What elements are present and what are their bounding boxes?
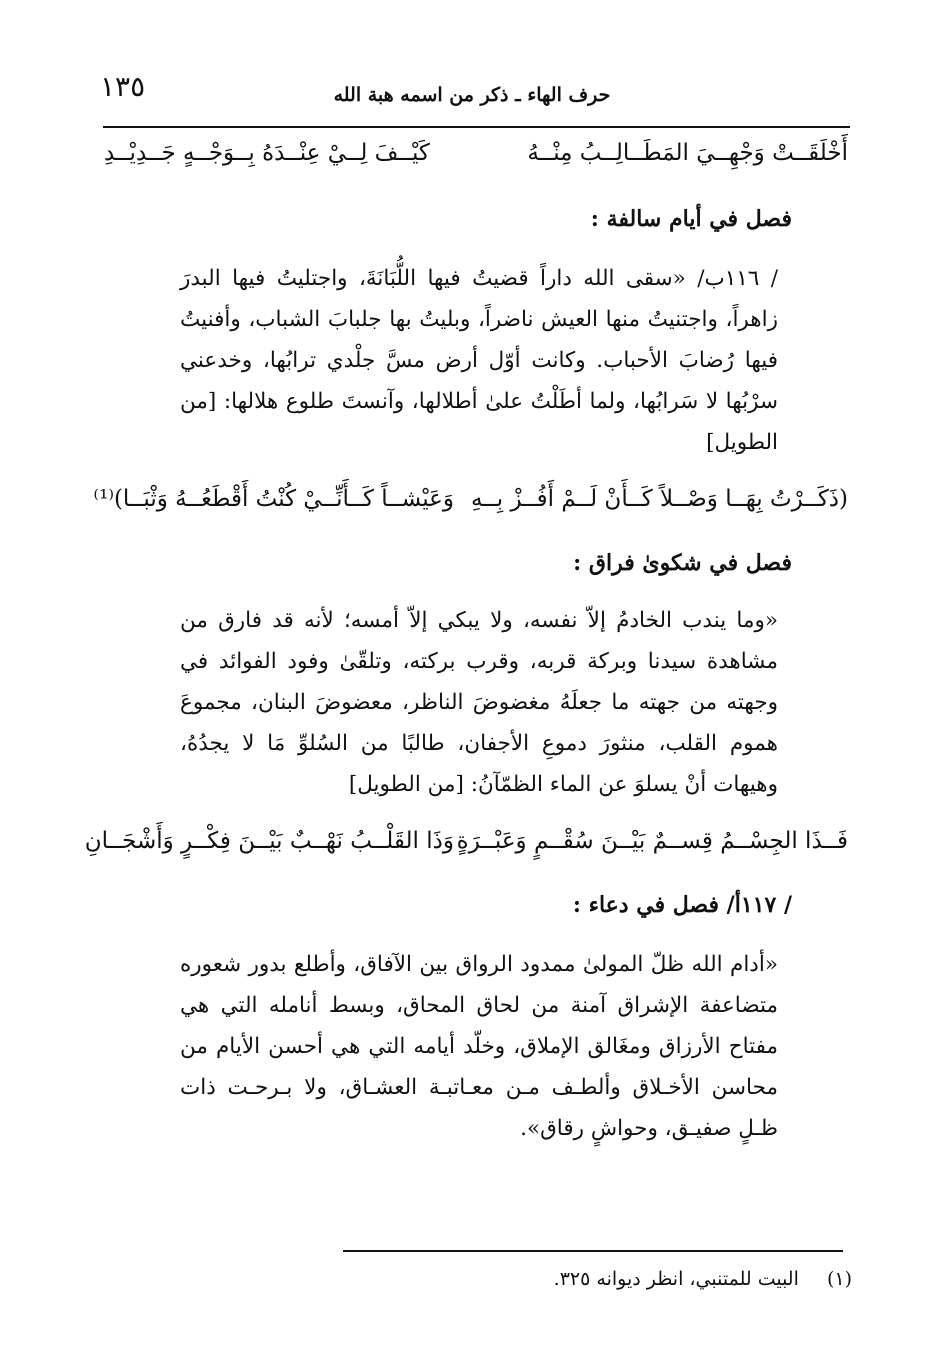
- verse-top-hemistich-1: أَخْلَقَــتْ وَجْهِــيَ المَطَــالِــبُ مِنْــهُ: [527, 140, 848, 166]
- paragraph-line: يسلوَ عن الماء الظمّآنُ: [من الطويل]: [348, 772, 678, 797]
- paragraph-line: «أدام الله ظلّ المولىٰ ممدود الرواق بين الآفاق، وأطلع بدور شعوره: [180, 952, 778, 977]
- verse-top: [104, 140, 848, 180]
- section-2-verse-hemistich-2: وَذَا القَلْــبُ نَهْــبٌ بَيْــنَ فِكْــرٍ وَأَشْجَــانِ: [84, 828, 454, 854]
- footnote: [554, 1268, 852, 1290]
- paragraph-line: سرْبُها لا سَرابُها، ولما أطَلْتُ علىٰ أطلالها، وآنستَ طلوع هلالها: [من: [180, 389, 778, 414]
- section-3-paragraph: [180, 944, 778, 1149]
- footnote-text: البيت للمتنبي، انظر ديوانه ٣٢٥.: [553, 1268, 799, 1290]
- section-2-verse: [84, 828, 848, 868]
- paragraph-line: من جهته ما جعلَهُ مغضوضَ الناظر، معضوضَ البنان، مجموعَ هموم: [180, 690, 778, 756]
- section-2-paragraph: [180, 600, 778, 805]
- paragraph-line: الطويل]: [706, 430, 778, 455]
- section-1-verse: [93, 486, 848, 526]
- running-title: حرف الهاء ـ ذكر من اسمه هبة الله: [333, 84, 611, 106]
- section-1-verse-hemistich-2: وَعَيْشــاً كَــأَنِّــيْ كُنْتُ أَقْطَعُــهُ وَثْبَــا)⁽¹⁾: [93, 486, 454, 512]
- section-1-heading: فصل في أيام سالفة :: [590, 206, 792, 232]
- paragraph-line: زاهراً، واجتنيتُ منها العيش ناضراً، وبليتُ بها جلبابَ الشباب، وأفنيتُ: [180, 307, 778, 332]
- paragraph-line: وحواشٍ رقاق».: [520, 1116, 658, 1141]
- paragraph-line: مشاهدة سيدنا وبركة قربه، وقرب بركته، وتلقّىٰ وفود الفوائد في وجهته: [180, 649, 778, 715]
- section-1-paragraph: [180, 258, 778, 463]
- section-1-verse-hemistich-1: (ذَكَــرْتُ بِهَــا وَصْــلاً كَــأَنْ لَــمْ أَفُــزْ بِــهِ: [470, 486, 848, 512]
- paragraph-line: الأخـلاق وألطـف مـن معـاتبـة العشـاق، ولا بـرحـت ذات ظـلٍ صفيـق،: [180, 1075, 778, 1141]
- footnote-number: (١): [826, 1268, 852, 1290]
- section-2-verse-hemistich-1: فَــذَا الجِسْــمُ قِســمٌ بَيْــنَ سُقْــمٍ وَعَبْــرَةٍ: [456, 828, 848, 854]
- paragraph-line: «وما يندب الخادمُ إلاّ نفسه، ولا يبكي إلاّ أمسه؛ لأنه قد فارق من: [180, 608, 778, 633]
- section-3-heading: / ١١٧أ/ فصل في دعاء :: [572, 892, 792, 918]
- paragraph-line: القلب، منثورَ دموعِ الأجفان، طالبًا من السُلوِّ مَا لا يجدُهُ، وهيهات أنْ: [180, 731, 778, 797]
- header-rule: [103, 126, 850, 128]
- verse-top-hemistich-2: كَيْــفَ لِــيْ عِنْــدَهُ بِــوَجْــهٍ جَــدِيْــدِ: [104, 140, 430, 166]
- footnote-rule: [343, 1250, 843, 1252]
- paragraph-line: فيها رُضابَ الأحباب. وكانت أوّل أرض مسَّ جلْدي ترابُها، وخدعني: [180, 348, 778, 373]
- paragraph-line: الأرزاق ومغَالق الإملاق، وخلّد أيامه التي هي أحسن الأيام من محاسن: [180, 1034, 778, 1100]
- paragraph-line: / ١١٦ب/ «سقى الله داراً قضيتُ فيها اللُّبَانَةَ، واجتليتُ فيها البدرَ: [180, 266, 778, 291]
- section-2-heading: فصل في شكوىٰ فراق :: [573, 550, 792, 576]
- paragraph-line: متضاعفة الإشراق آمنة من لحاق المحاق، وبسط أنامله التي هي مفتاح: [180, 993, 778, 1059]
- page-number: ١٣٥: [100, 70, 146, 103]
